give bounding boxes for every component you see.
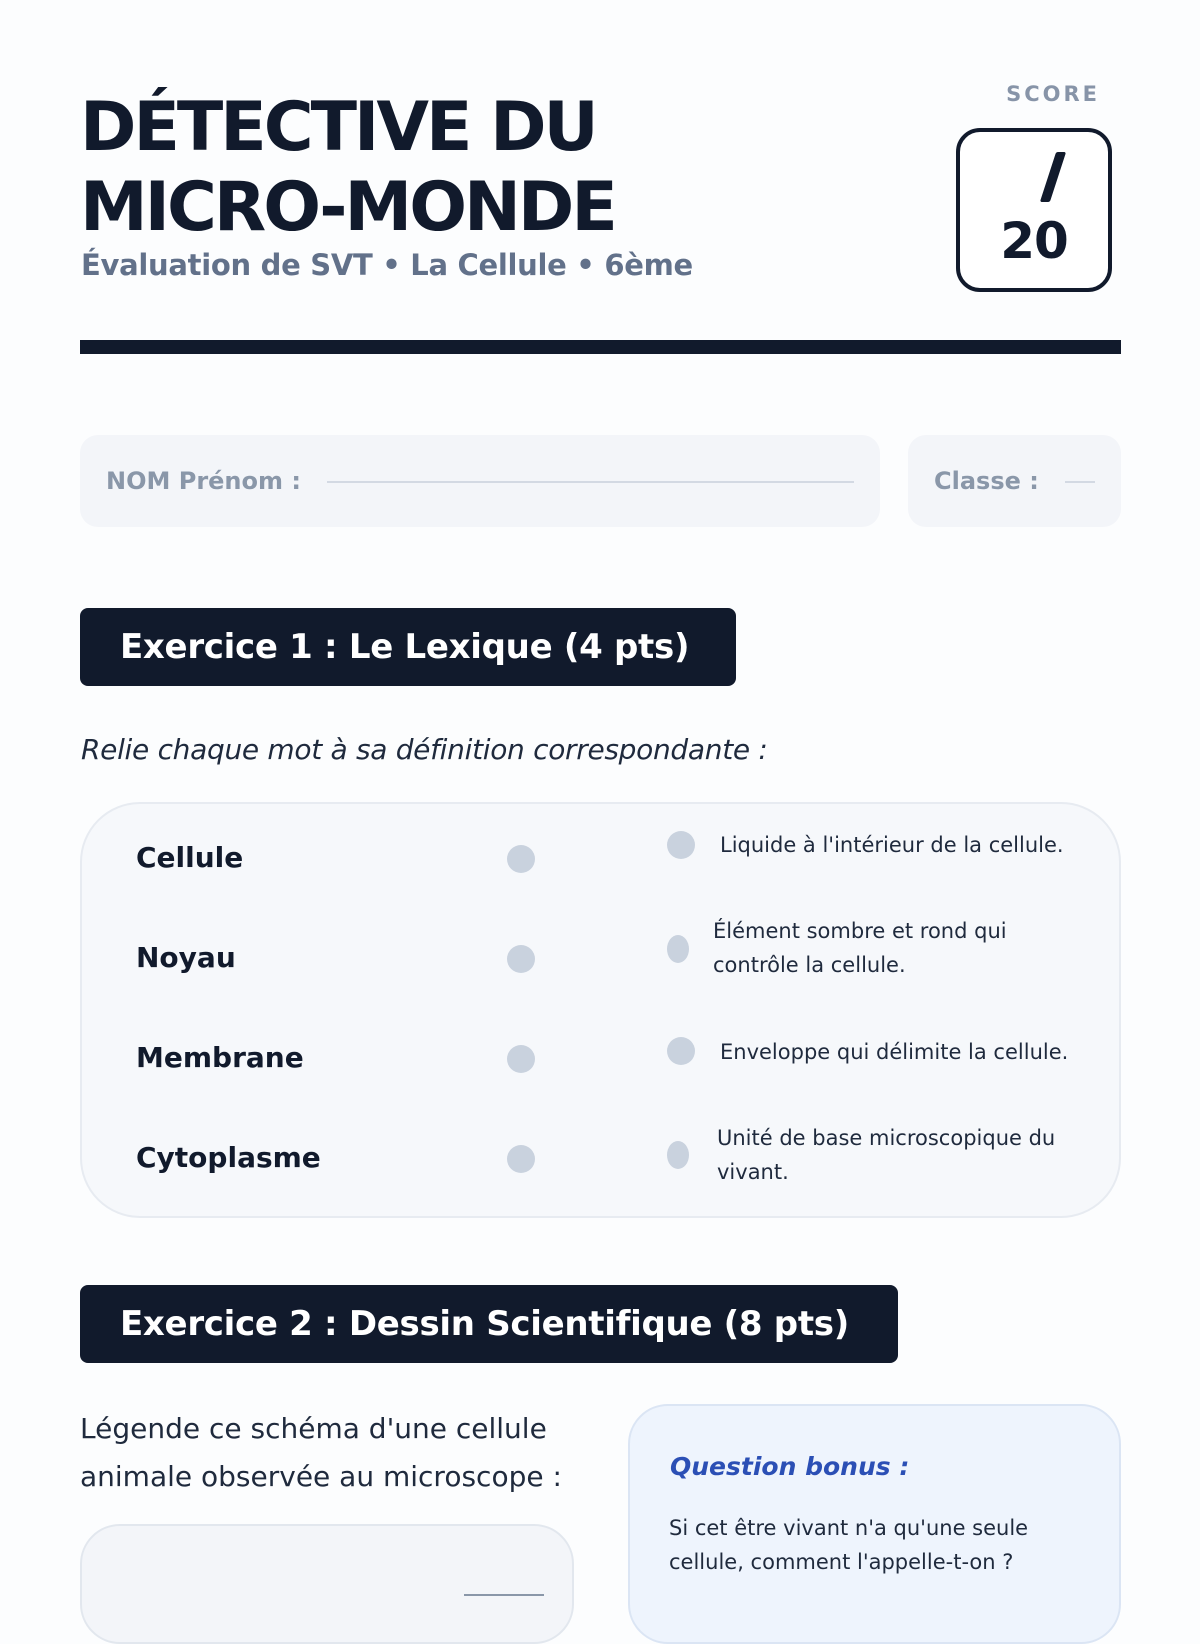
label-answer-line[interactable] (464, 1594, 544, 1596)
match-dot-left[interactable] (507, 845, 535, 873)
match-dot-right[interactable] (667, 1141, 689, 1169)
match-dot-left[interactable] (507, 1045, 535, 1073)
bonus-question-text: Si cet être vivant n'a qu'une seule cellule, comment l'appelle-t-on ? (669, 1516, 1029, 1574)
match-definition: Liquide à l'intérieur de la cellule. (720, 833, 1064, 857)
match-dot-left[interactable] (507, 945, 535, 973)
page-title (80, 88, 840, 248)
title-line-2: MICRO-MONDE (80, 168, 615, 247)
match-dot-right[interactable] (667, 935, 689, 963)
student-class-label: Classe : (934, 467, 1039, 495)
student-class-line[interactable] (1065, 481, 1095, 483)
title-line-1: DÉTECTIVE DU (80, 88, 596, 167)
match-word-membrane: Membrane (136, 1041, 304, 1074)
student-name-label: NOM Prénom : (106, 467, 301, 495)
match-dot-left[interactable] (507, 1145, 535, 1173)
student-name-field[interactable] (80, 435, 880, 527)
exercise-1-instruction: Relie chaque mot à sa définition correspondante : (81, 733, 768, 766)
student-class-field[interactable] (908, 435, 1121, 527)
exercise-2-instruction: Légende ce schéma d'une cellule animale observée au microscope : (80, 1412, 562, 1493)
match-definition: Unité de base microscopique du vivant. (717, 1126, 1056, 1184)
match-definition: Élément sombre et rond qui contrôle la cellule. (713, 919, 1007, 977)
match-word-cellule: Cellule (136, 841, 244, 874)
exercise-1-heading: Exercice 1 : Le Lexique (4 pts) (80, 608, 736, 686)
page-subtitle: Évaluation de SVT • La Cellule • 6ème (81, 248, 693, 282)
student-name-line[interactable] (327, 481, 854, 483)
match-word-noyau: Noyau (136, 941, 236, 974)
bonus-title: Question bonus : (670, 1452, 910, 1481)
cell-diagram-box (80, 1524, 574, 1644)
score-total: 20 (1000, 212, 1068, 270)
header-divider (80, 340, 1121, 354)
match-definition: Enveloppe qui délimite la cellule. (720, 1040, 1069, 1064)
match-word-cytoplasme: Cytoplasme (136, 1141, 321, 1174)
match-dot-right[interactable] (667, 831, 695, 859)
match-dot-right[interactable] (667, 1037, 695, 1065)
exercise-2-heading: Exercice 2 : Dessin Scientifique (8 pts) (80, 1285, 898, 1363)
score-label: SCORE (1006, 82, 1100, 106)
